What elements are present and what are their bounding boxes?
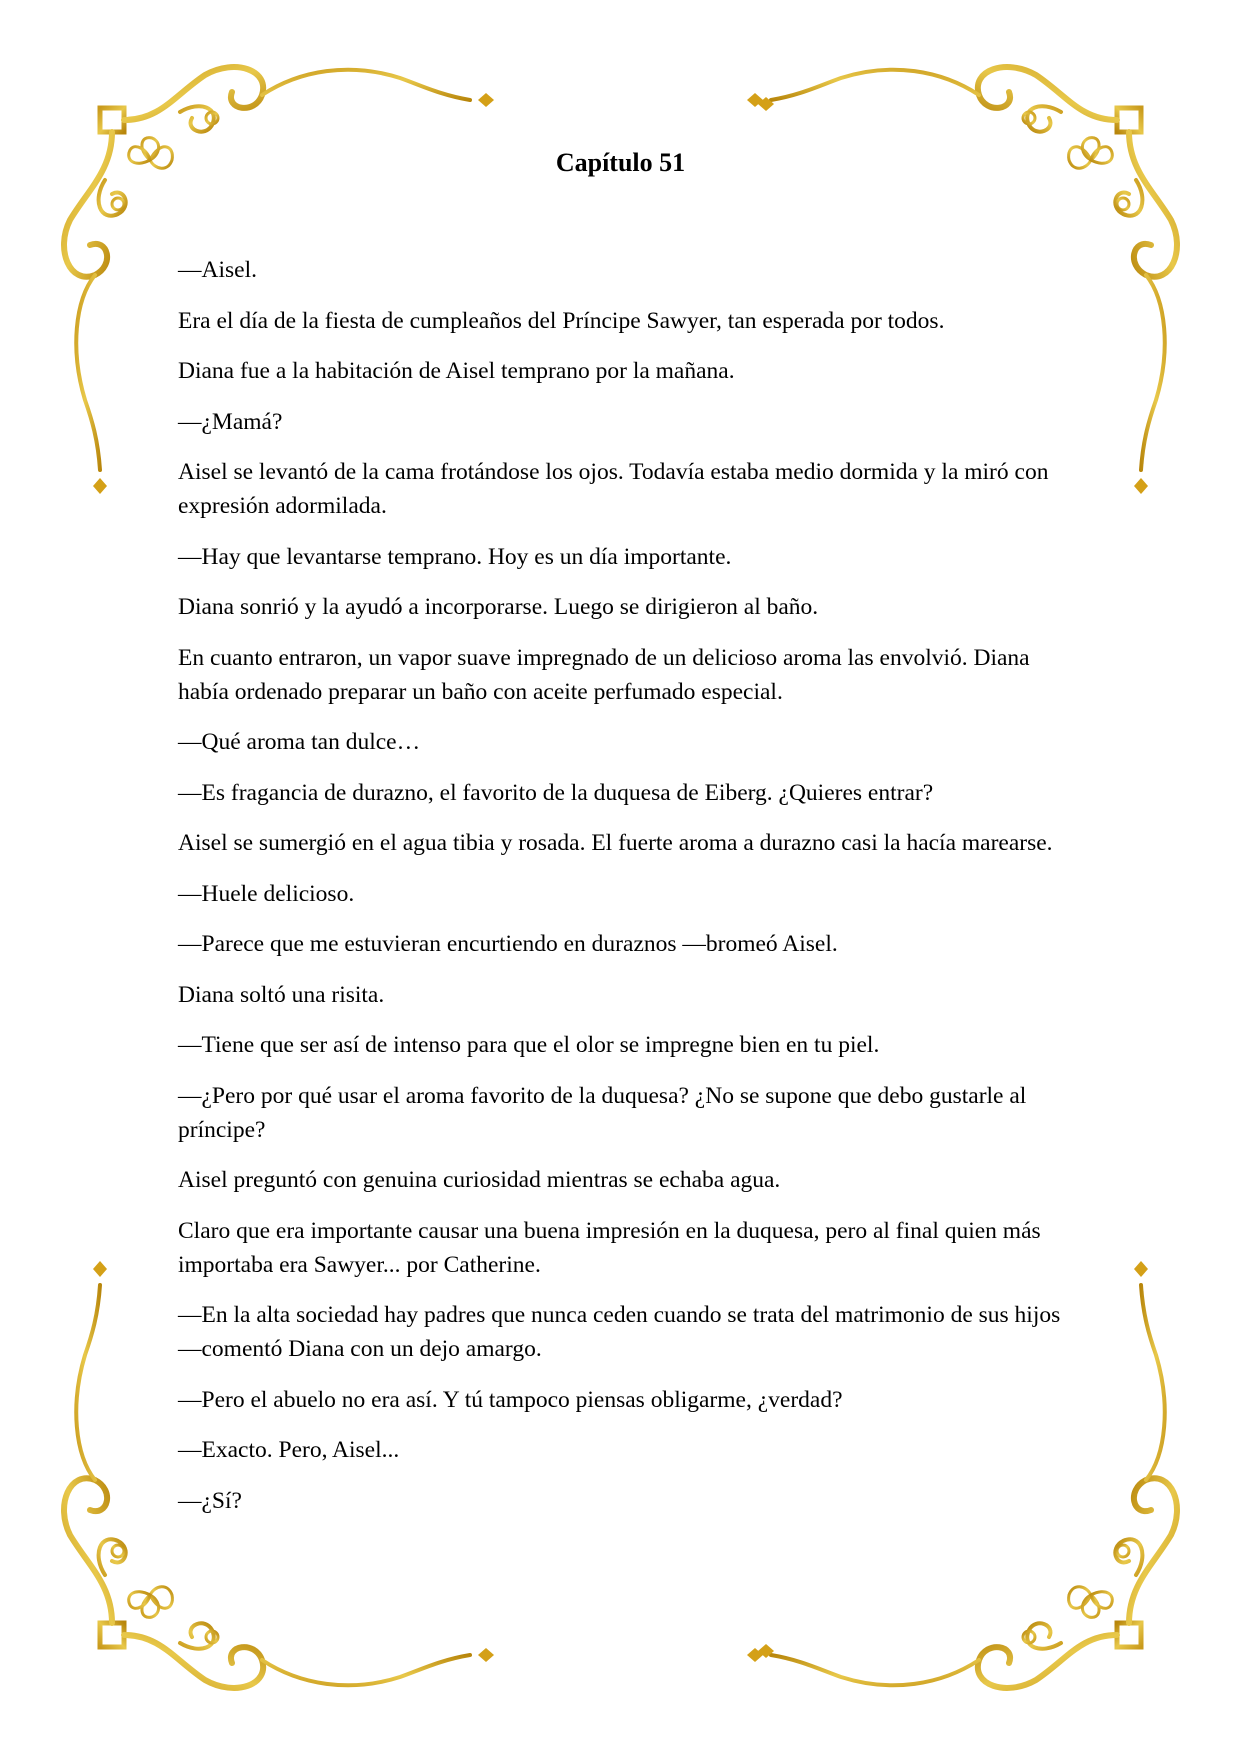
paragraph: —¿Sí? xyxy=(178,1487,242,1514)
paragraph: —Qué aroma tan dulce… xyxy=(178,729,421,755)
paragraph: —Tiene que ser así de intenso para que el olor se impregne bien en tu piel. xyxy=(178,1032,880,1058)
paragraph: En cuanto entraron, un vapor suave impregnado de un delicioso aroma las envolvió. Diana había ordenado preparar un baño con aceite perfumado especial. xyxy=(178,644,1030,705)
paragraph: —Exacto. Pero, Aisel... xyxy=(178,1437,400,1463)
paragraph: —Hay que levantarse temprano. Hoy es un día importante. xyxy=(178,543,732,570)
paragraph: —En la alta sociedad hay padres que nunca ceden cuando se trata del matrimonio de sus hijos —comentó Diana con un dejo amargo. xyxy=(178,1302,1061,1362)
chapter-title: Capítulo 51 xyxy=(555,148,686,177)
paragraph: —¿Mamá? xyxy=(178,408,283,435)
paragraph: —Aisel. xyxy=(178,257,257,283)
paragraph: Diana sonrió y la ayudó a incorporarse. Luego se dirigieron al baño. xyxy=(178,594,819,620)
paragraph: Era el día de la fiesta de cumpleaños del Príncipe Sawyer, tan esperada por todos. xyxy=(178,307,945,334)
paragraph: —¿Pero por qué usar el aroma favorito de la duquesa? ¿No se supone que debo gustarle al príncipe? xyxy=(178,1082,1027,1143)
paragraph: Diana fue a la habitación de Aisel temprano por la mañana. xyxy=(178,358,735,384)
paragraph: Diana soltó una risita. xyxy=(178,981,385,1008)
paragraph: Aisel preguntó con genuina curiosidad mientras se echaba agua. xyxy=(178,1167,781,1193)
paragraph: —Parece que me estuvieran encurtiendo en duraznos —bromeó Aisel. xyxy=(178,931,838,957)
paragraph: Aisel se levantó de la cama frotándose los ojos. Todavía estaba medio dormida y la miró con expresión adormilada. xyxy=(178,459,1049,519)
paragraph: Claro que era importante causar una buena impresión en la duquesa, pero al final quien más importaba era Sawyer... por Catherine. xyxy=(178,1217,1041,1278)
paragraph: —Pero el abuelo no era así. Y tú tampoco piensas obligarme, ¿verdad? xyxy=(178,1386,843,1413)
paragraph: —Es fragancia de durazno, el favorito de la duquesa de Eiberg. ¿Quieres entrar? xyxy=(178,779,934,806)
paragraph: —Huele delicioso. xyxy=(178,880,355,907)
paragraph: Aisel se sumergió en el agua tibia y rosada. El fuerte aroma a durazno casi la hacía marearse. xyxy=(178,830,1053,856)
chapter-text xyxy=(178,253,1078,1534)
